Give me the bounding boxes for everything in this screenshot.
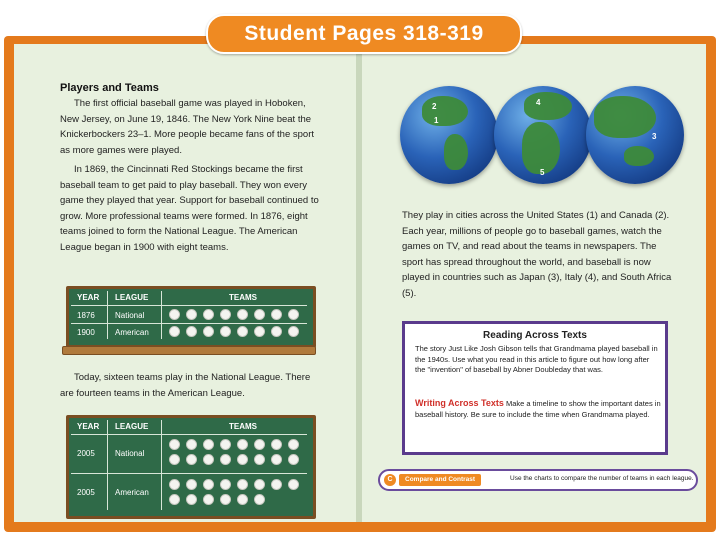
baseball-icon bbox=[237, 309, 248, 320]
land-north-america bbox=[422, 96, 468, 126]
land-africa bbox=[522, 122, 560, 174]
globe-europe-africa bbox=[494, 86, 592, 184]
baseball-icon bbox=[237, 454, 248, 465]
baseball-icon bbox=[254, 326, 265, 337]
globe-americas bbox=[400, 86, 498, 184]
row-year: 1876 bbox=[77, 311, 95, 320]
row-league: American bbox=[115, 328, 149, 337]
row-league: National bbox=[115, 311, 145, 320]
column-divider bbox=[107, 420, 108, 510]
compare-icon: C bbox=[384, 474, 396, 486]
header-teams: TEAMS bbox=[229, 422, 257, 431]
baseball-icon bbox=[169, 479, 180, 490]
writing-section bbox=[415, 398, 661, 420]
baseball-icon bbox=[288, 326, 299, 337]
baseball-icon bbox=[220, 326, 231, 337]
baseball-icon bbox=[169, 454, 180, 465]
baseball-icon bbox=[203, 309, 214, 320]
compare-text: Use the charts to compare the number of teams in each league. bbox=[510, 475, 694, 482]
baseball-icon bbox=[203, 494, 214, 505]
globe-asia bbox=[586, 86, 684, 184]
land-asia bbox=[594, 96, 656, 138]
globe-label: 1 bbox=[434, 116, 439, 125]
header-year: YEAR bbox=[77, 422, 100, 431]
land-south-america bbox=[444, 134, 468, 170]
baseball-icon bbox=[288, 479, 299, 490]
column-divider bbox=[161, 420, 162, 510]
baseball-icon bbox=[169, 439, 180, 450]
row-league: National bbox=[115, 449, 145, 458]
right-paragraph: They play in cities across the United States (1) and Canada (2). Each year, millions of people go to baseball games, watch the games on TV, and read about the teams in newspapers. The sport has spread throughout the world, and baseball is now played in countries such as Japan (3), Italy (4), and South Africa (5). bbox=[402, 210, 672, 299]
baseball-icon bbox=[288, 454, 299, 465]
baseball-icon bbox=[186, 326, 197, 337]
baseball-icon bbox=[220, 479, 231, 490]
baseball-icon bbox=[203, 454, 214, 465]
baseball-icon bbox=[169, 326, 180, 337]
baseball-icon bbox=[271, 479, 282, 490]
land-australia bbox=[624, 146, 654, 166]
writing-text: Make a timeline to show the important dates in baseball history. Be sure to include the time when Grandmama played. bbox=[415, 399, 661, 419]
baseball-icon bbox=[186, 439, 197, 450]
globe-label: 3 bbox=[652, 132, 657, 141]
box-text: The story Just Like Josh Gibson tells that Grandmama played baseball in the 1940s. Use what you read in this article to figure out how long after the "invention" of baseball by Abner Doubleday that was. bbox=[415, 344, 658, 374]
column-divider bbox=[107, 291, 108, 339]
land-europe bbox=[524, 92, 572, 120]
row-year: 2005 bbox=[77, 488, 95, 497]
baseball-icon bbox=[271, 309, 282, 320]
chalk-ledge bbox=[62, 346, 316, 355]
baseball-icon bbox=[220, 309, 231, 320]
page-title-banner: Student Pages 318-319 bbox=[206, 14, 522, 54]
paragraph-3: Today, sixteen teams play in the National League. There are fourteen teams in the American League. bbox=[60, 372, 311, 399]
baseball-icon bbox=[220, 439, 231, 450]
baseball-icon bbox=[220, 454, 231, 465]
baseball-icon bbox=[203, 439, 214, 450]
baseball-icon bbox=[203, 479, 214, 490]
baseball-icon bbox=[254, 479, 265, 490]
baseball-icon bbox=[203, 326, 214, 337]
baseball-icon bbox=[254, 494, 265, 505]
section-heading: Players and Teams bbox=[60, 82, 159, 94]
column-divider bbox=[161, 291, 162, 339]
baseball-icon bbox=[169, 494, 180, 505]
baseball-icon bbox=[186, 309, 197, 320]
chalkboard bbox=[66, 415, 316, 519]
globe-label: 4 bbox=[536, 98, 541, 107]
paragraph-1: The first official baseball game was played in Hoboken, New Jersey, on June 19, 1846. The New York Nine beat the Knickerbockers 23–1. More people became fans of the sport as more games were played. bbox=[60, 98, 315, 156]
compare-contrast-strip bbox=[378, 469, 698, 491]
baseball-icon bbox=[220, 494, 231, 505]
row-year: 2005 bbox=[77, 449, 95, 458]
header-league: LEAGUE bbox=[115, 293, 149, 302]
globe-label: 2 bbox=[432, 102, 437, 111]
paragraph-2: In 1869, the Cincinnati Red Stockings became the first baseball team to get paid to play baseball. They won every game they played that year. Support for baseball continued to grow. More professional teams were formed. In 1876, eight teams joined to form the National League. The American League began in 1900 with eight teams. bbox=[60, 164, 319, 253]
baseball-icon bbox=[254, 439, 265, 450]
baseball-icon bbox=[254, 309, 265, 320]
row-league: American bbox=[115, 488, 149, 497]
header-year: YEAR bbox=[77, 293, 100, 302]
baseball-icon bbox=[186, 494, 197, 505]
baseball-icon bbox=[169, 309, 180, 320]
baseball-icon bbox=[288, 439, 299, 450]
header-league: LEAGUE bbox=[115, 422, 149, 431]
writing-label: Writing Across Texts bbox=[415, 398, 504, 408]
baseball-icon bbox=[186, 454, 197, 465]
chalkboard bbox=[66, 286, 316, 348]
baseball-icon bbox=[288, 309, 299, 320]
baseball-icon bbox=[237, 479, 248, 490]
compare-label: Compare and Contrast bbox=[399, 474, 481, 486]
reading-across-texts-box bbox=[402, 321, 668, 455]
baseball-icon bbox=[254, 454, 265, 465]
globe-label: 5 bbox=[540, 168, 545, 177]
baseball-icon bbox=[237, 494, 248, 505]
baseball-icon bbox=[237, 439, 248, 450]
header-teams: TEAMS bbox=[229, 293, 257, 302]
box-title: Reading Across Texts bbox=[483, 330, 587, 341]
row-year: 1900 bbox=[77, 328, 95, 337]
baseball-icon bbox=[186, 479, 197, 490]
baseball-icon bbox=[271, 439, 282, 450]
baseball-icon bbox=[237, 326, 248, 337]
baseball-icon bbox=[271, 454, 282, 465]
baseball-icon bbox=[271, 326, 282, 337]
